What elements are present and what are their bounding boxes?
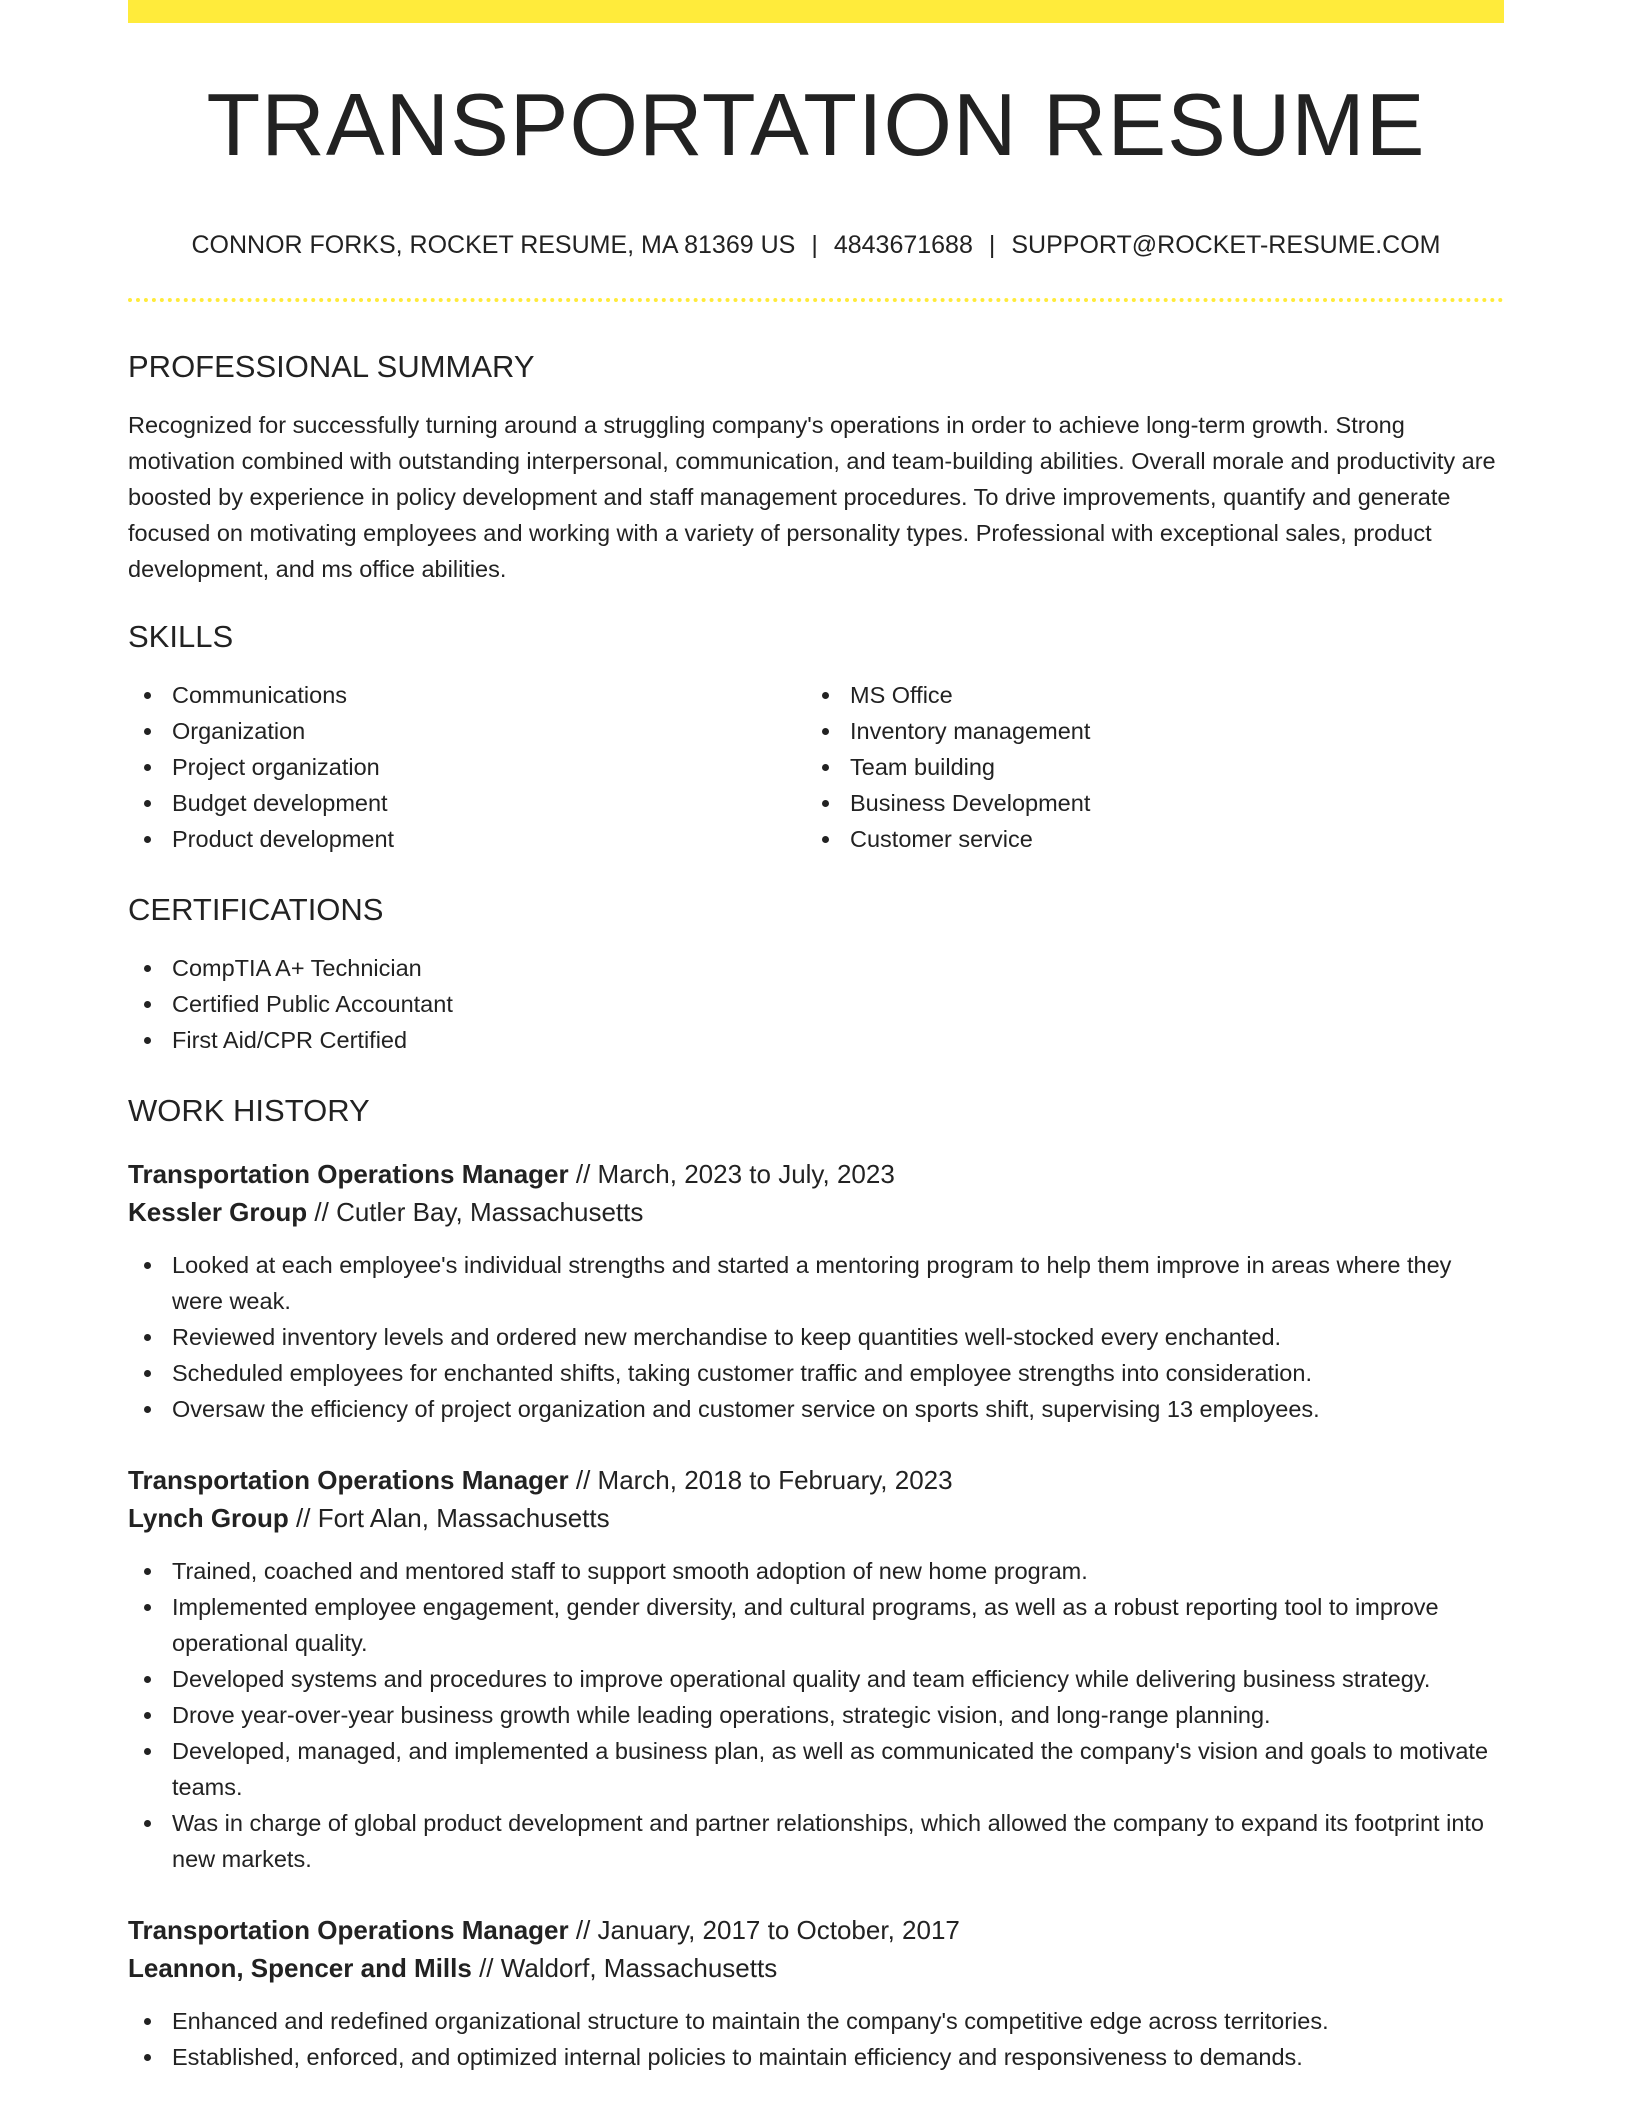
job-title-line bbox=[128, 1155, 1504, 1193]
job-location: // Cutler Bay, Massachusetts bbox=[307, 1197, 644, 1227]
job-bullet: Was in charge of global product development and partner relationships, which allowed the company to expand its footprint into new markets. bbox=[128, 1805, 1504, 1877]
dotted-divider bbox=[128, 298, 1504, 302]
skill-item: Inventory management bbox=[806, 713, 1484, 749]
certification-item: CompTIA A+ Technician bbox=[128, 950, 1504, 986]
top-accent-bar bbox=[128, 0, 1504, 23]
job-bullet: Scheduled employees for enchanted shifts, taking customer traffic and employee strengths into consideration. bbox=[128, 1355, 1504, 1391]
job-bullet: Drove year-over-year business growth while leading operations, strategic vision, and long-range planning. bbox=[128, 1697, 1504, 1733]
summary-text: Recognized for successfully turning around a struggling company's operations in order to achieve long-term growth. Strong motivation combined with outstanding interpersonal, communication, and team-building abilities. Overall morale and productivity are boosted by experience in policy development and staff management procedures. To drive improvements, quantify and generate focused on motivating employees and working with a variety of personality types. Professional with exceptional sales, product development, and ms office abilities. bbox=[128, 412, 1496, 582]
skills-list-left bbox=[128, 677, 806, 857]
certifications-heading: CERTIFICATIONS bbox=[128, 892, 384, 927]
skill-item: Customer service bbox=[806, 821, 1484, 857]
job-bullet: Enhanced and redefined organizational structure to maintain the company's competitive edge across territories. bbox=[128, 2003, 1504, 2039]
skills-grid bbox=[128, 677, 1504, 857]
job-bullet: Developed systems and procedures to improve operational quality and team efficiency while delivering business strategy. bbox=[128, 1661, 1504, 1697]
job-bullet-list bbox=[128, 2003, 1504, 2075]
certifications-list bbox=[128, 950, 1504, 1058]
job-title: Transportation Operations Manager bbox=[128, 1159, 569, 1189]
job-bullet: Established, enforced, and optimized internal policies to maintain efficiency and responsiveness to demands. bbox=[128, 2039, 1504, 2075]
job-dates: // March, 2018 to February, 2023 bbox=[568, 1465, 953, 1495]
job-company-line bbox=[128, 1193, 1504, 1231]
contact-address: CONNOR FORKS, ROCKET RESUME, MA 81369 US bbox=[191, 231, 796, 259]
job-dates: // March, 2023 to July, 2023 bbox=[568, 1159, 895, 1189]
job-entry bbox=[128, 1911, 1504, 2075]
skill-item: Communications bbox=[128, 677, 806, 713]
job-company: Leannon, Spencer and Mills bbox=[128, 1953, 472, 1983]
job-bullet-list bbox=[128, 1553, 1504, 1877]
job-location: // Fort Alan, Massachusetts bbox=[288, 1503, 610, 1533]
resume-page bbox=[128, 0, 1504, 2075]
job-entry bbox=[128, 1155, 1504, 1427]
job-title: Transportation Operations Manager bbox=[128, 1915, 569, 1945]
job-dates: // January, 2017 to October, 2017 bbox=[568, 1915, 960, 1945]
skill-item: MS Office bbox=[806, 677, 1484, 713]
contact-phone: 4843671688 bbox=[833, 231, 973, 259]
job-company-line bbox=[128, 1499, 1504, 1537]
skill-item: Business Development bbox=[806, 785, 1484, 821]
contact-email: SUPPORT@ROCKET-RESUME.COM bbox=[1011, 231, 1441, 259]
job-entry bbox=[128, 1461, 1504, 1877]
job-bullet: Oversaw the efficiency of project organization and customer service on sports shift, supervising 13 employees. bbox=[128, 1391, 1504, 1427]
skills-heading: SKILLS bbox=[128, 619, 234, 654]
work-history-heading: WORK HISTORY bbox=[128, 1093, 370, 1128]
job-company: Kessler Group bbox=[128, 1197, 308, 1227]
skill-item: Budget development bbox=[128, 785, 806, 821]
summary-heading: PROFESSIONAL SUMMARY bbox=[128, 349, 535, 384]
resume-title: TRANSPORTATION RESUME bbox=[206, 75, 1426, 174]
job-title: Transportation Operations Manager bbox=[128, 1465, 569, 1495]
job-company-line bbox=[128, 1949, 1504, 1987]
job-title-line bbox=[128, 1911, 1504, 1949]
job-bullet: Implemented employee engagement, gender diversity, and cultural programs, as well as a robust reporting tool to improve operational quality. bbox=[128, 1589, 1504, 1661]
job-company: Lynch Group bbox=[128, 1503, 289, 1533]
job-bullet-list bbox=[128, 1247, 1504, 1427]
contact-line bbox=[128, 233, 1504, 258]
contact-separator: | bbox=[988, 231, 996, 259]
job-bullet: Reviewed inventory levels and ordered new merchandise to keep quantities well-stocked every enchanted. bbox=[128, 1319, 1504, 1355]
job-title-line bbox=[128, 1461, 1504, 1499]
skill-item: Product development bbox=[128, 821, 806, 857]
skill-item: Project organization bbox=[128, 749, 806, 785]
skill-item: Team building bbox=[806, 749, 1484, 785]
certification-item: First Aid/CPR Certified bbox=[128, 1022, 1504, 1058]
job-bullet: Developed, managed, and implemented a business plan, as well as communicated the company's vision and goals to motivate teams. bbox=[128, 1733, 1504, 1805]
job-location: // Waldorf, Massachusetts bbox=[471, 1953, 778, 1983]
skill-item: Organization bbox=[128, 713, 806, 749]
job-bullet: Trained, coached and mentored staff to support smooth adoption of new home program. bbox=[128, 1553, 1504, 1589]
skills-list-right bbox=[806, 677, 1484, 857]
certification-item: Certified Public Accountant bbox=[128, 986, 1504, 1022]
contact-separator: | bbox=[811, 231, 818, 259]
job-bullet: Looked at each employee's individual strengths and started a mentoring program to help them improve in areas where they were weak. bbox=[128, 1247, 1504, 1319]
